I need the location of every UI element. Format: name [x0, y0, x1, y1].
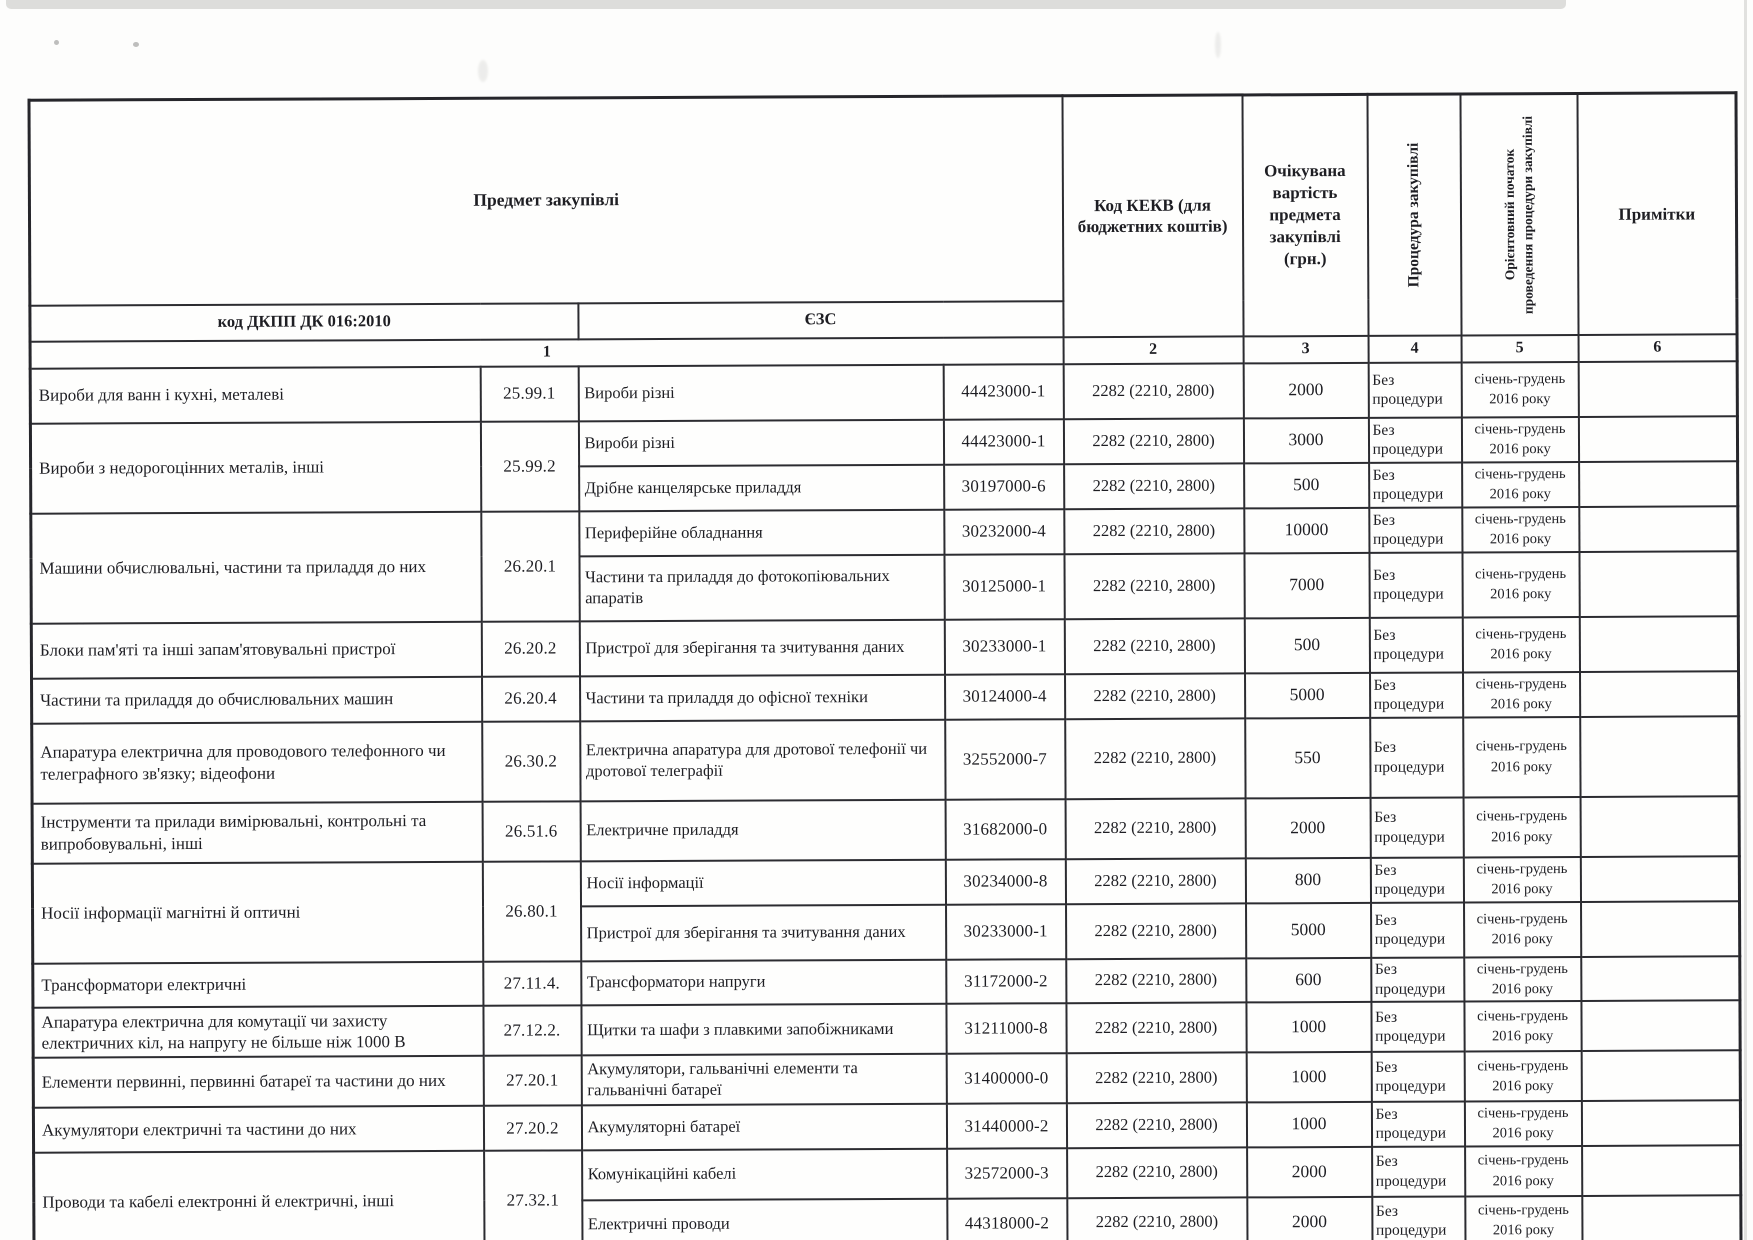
procedure-cell: Без процедури — [1368, 362, 1461, 417]
header-row-main — [29, 93, 1737, 305]
procedure-cell: Без процедури — [1369, 552, 1462, 617]
period-cell: січень-грудень 2016 року — [1464, 1051, 1581, 1102]
value-cell: 2000 — [1247, 1197, 1372, 1240]
ezs-code-cell: 31440000-2 — [946, 1103, 1066, 1148]
item-cell: Елементи первинні, первинні батареї та частини до них — [33, 1056, 483, 1108]
period-cell: січень-грудень 2016 року — [1465, 1146, 1582, 1197]
period-cell: січень-грудень 2016 року — [1461, 416, 1578, 462]
procedure-cell: Без процедури — [1370, 717, 1463, 797]
kekv-cell: 2282 (2210, 2800) — [1064, 463, 1244, 509]
note-cell — [1579, 616, 1738, 672]
header-start-date — [1460, 93, 1578, 335]
procurement-plan-table — [27, 91, 1742, 1240]
procedure-cell: Без процедури — [1372, 1146, 1465, 1196]
page-edge-shadow — [1744, 0, 1747, 1240]
note-cell — [1581, 956, 1740, 1001]
value-cell: 800 — [1245, 857, 1370, 903]
ezs-name-cell: Вироби різні — [578, 419, 943, 466]
scan-smudge — [1215, 32, 1221, 58]
period-cell: січень-грудень 2016 року — [1464, 1001, 1581, 1052]
ezs-code-cell: 31400000-0 — [946, 1053, 1066, 1104]
procedure-cell: Без процедури — [1371, 1052, 1464, 1102]
dkpp-code-cell: 26.20.2 — [481, 621, 579, 676]
note-cell — [1580, 671, 1739, 717]
table-row — [34, 1145, 1741, 1202]
ezs-code-cell: 30197000-6 — [944, 464, 1064, 510]
scanner-edge-artifact — [6, 0, 1566, 9]
ezs-name-cell: Носії інформації — [580, 859, 945, 906]
kekv-cell: 2282 (2210, 2800) — [1066, 1103, 1246, 1148]
period-cell: січень-грудень 2016 року — [1462, 461, 1579, 507]
procedure-cell: Без процедури — [1370, 797, 1463, 857]
period-cell: січень-грудень 2016 року — [1463, 716, 1580, 797]
kekv-cell: 2282 (2210, 2800) — [1066, 958, 1246, 1003]
ezs-name-cell: Електрична апаратура для дротової телефонії чи дротової телеграфії — [580, 719, 945, 801]
note-cell — [1581, 1000, 1740, 1051]
period-cell: січень-грудень 2016 року — [1464, 901, 1581, 957]
value-cell: 3000 — [1243, 417, 1368, 463]
procedure-cell: Без процедури — [1371, 957, 1464, 1002]
value-cell: 500 — [1244, 617, 1369, 673]
ezs-name-cell: Периферійне обладнання — [579, 509, 944, 556]
value-cell: 2000 — [1245, 797, 1370, 858]
dkpp-code-cell: 26.80.1 — [482, 861, 580, 961]
ezs-code-cell: 30233000-1 — [946, 904, 1066, 960]
procedure-cell: Без процедури — [1369, 462, 1462, 507]
note-cell — [1582, 1145, 1741, 1196]
period-cell: січень-грудень 2016 року — [1461, 361, 1578, 417]
scan-speck — [133, 42, 139, 47]
kekv-cell: 2282 (2210, 2800) — [1067, 1147, 1247, 1198]
kekv-cell: 2282 (2210, 2800) — [1064, 553, 1244, 619]
table-row — [33, 1050, 1740, 1107]
item-cell: Апаратура електрична для комутації чи захисту електричних кіл, на напругу не більше ніж 1000 В — [33, 1006, 483, 1058]
procedure-cell: Без процедури — [1371, 902, 1464, 957]
note-cell — [1581, 1050, 1740, 1101]
item-cell: Інструменти та прилади вимірювальні, контрольні та випробовувальні, інші — [32, 801, 482, 863]
value-cell: 10000 — [1244, 507, 1369, 553]
dkpp-code-cell: 27.11.4. — [483, 961, 581, 1006]
period-cell: січень-грудень 2016 року — [1465, 1196, 1582, 1240]
kekv-cell: 2282 (2210, 2800) — [1065, 673, 1245, 719]
item-cell: Частини та приладдя до обчислювальних машин — [32, 676, 482, 723]
table-row — [32, 856, 1739, 908]
header-notes: Примітки — [1577, 93, 1737, 335]
ezs-code-cell: 31682000-0 — [945, 799, 1065, 860]
header-subject: Предмет закупівлі — [29, 96, 1063, 306]
note-cell — [1580, 716, 1739, 797]
note-cell — [1582, 1195, 1741, 1240]
note-cell — [1581, 901, 1740, 957]
item-cell: Акумулятори електричні та частини до них — [33, 1106, 483, 1153]
scan-speck — [54, 40, 59, 45]
period-cell: січень-грудень 2016 року — [1463, 796, 1580, 857]
period-cell: січень-грудень 2016 року — [1463, 856, 1580, 902]
item-cell: Машини обчислювальні, частини та приладдя до них — [31, 511, 481, 623]
dkpp-code-cell: 27.20.1 — [483, 1055, 581, 1105]
header-procedure — [1367, 94, 1461, 335]
item-cell: Трансформатори електричні — [33, 961, 483, 1008]
dkpp-code-cell: 26.30.2 — [482, 721, 580, 801]
ezs-name-cell: Частини та приладдя до фотокопіювальних апаратів — [579, 554, 944, 621]
ezs-name-cell: Пристрої для зберігання та зчитування даних — [579, 619, 944, 676]
column-number: 5 — [1461, 334, 1578, 362]
dkpp-code-cell: 27.20.2 — [483, 1105, 581, 1150]
ezs-name-cell: Пристрої для зберігання та зчитування даних — [581, 904, 946, 961]
kekv-cell: 2282 (2210, 2800) — [1066, 903, 1246, 959]
column-number: 1 — [30, 337, 1063, 369]
header-kekv: Код КЕКВ (для бюджетних коштів) — [1062, 95, 1243, 337]
item-cell: Носії інформації магнітні й оптичні — [32, 861, 482, 963]
ezs-code-cell: 44423000-1 — [943, 419, 1063, 465]
ezs-code-cell: 30234000-8 — [945, 859, 1065, 905]
period-cell: січень-грудень 2016 року — [1462, 506, 1579, 552]
value-cell: 2000 — [1243, 362, 1368, 418]
item-cell: Проводи та кабелі електронні й електричні, інші — [34, 1150, 484, 1240]
dkpp-code-cell: 27.12.2. — [483, 1005, 581, 1055]
ezs-name-cell: Щитки та шафи з плавкими запобіжниками — [581, 1004, 946, 1056]
note-cell — [1580, 796, 1739, 857]
procedure-cell: Без процедури — [1371, 1002, 1464, 1052]
ezs-code-cell: 30124000-4 — [945, 674, 1065, 720]
value-cell: 2000 — [1247, 1147, 1372, 1198]
ezs-code-cell: 30232000-4 — [944, 509, 1064, 555]
header-start-vertical-text: Орієнтовний початок проведення процедури закупівлі — [1501, 115, 1536, 314]
item-cell: Вироби з недорогоцінних металів, інші — [30, 421, 480, 513]
ezs-code-cell: 31172000-2 — [946, 959, 1066, 1004]
note-cell — [1579, 506, 1738, 552]
table-row — [33, 956, 1740, 1008]
value-cell: 550 — [1245, 717, 1370, 798]
ezs-name-cell: Комунікаційні кабелі — [582, 1148, 947, 1200]
table-row — [32, 671, 1739, 723]
note-cell — [1578, 416, 1737, 462]
table-row — [33, 1100, 1740, 1152]
ezs-name-cell: Дрібне канцелярське приладдя — [579, 464, 944, 511]
kekv-cell: 2282 (2210, 2800) — [1064, 618, 1244, 674]
kekv-cell: 2282 (2210, 2800) — [1063, 418, 1243, 464]
procedure-cell: Без процедури — [1368, 417, 1461, 462]
table-row — [30, 361, 1737, 423]
kekv-cell: 2282 (2210, 2800) — [1065, 858, 1245, 904]
note-cell — [1579, 551, 1738, 617]
note-cell — [1581, 1100, 1740, 1145]
scan-smudge — [478, 60, 488, 82]
dkpp-code-cell: 25.99.1 — [480, 366, 578, 421]
period-cell: січень-грудень 2016 року — [1464, 956, 1581, 1001]
kekv-cell: 2282 (2210, 2800) — [1065, 798, 1245, 859]
ezs-name-cell: Електричні проводи — [582, 1198, 947, 1240]
header-dkpp-code: код ДКПП ДК 016:2010 — [30, 303, 578, 341]
ezs-name-cell: Трансформатори напруги — [581, 959, 946, 1005]
table-row — [33, 1000, 1740, 1057]
dkpp-code-cell: 26.51.6 — [482, 801, 580, 861]
value-cell: 500 — [1244, 462, 1369, 508]
value-cell: 1000 — [1246, 1002, 1371, 1053]
dkpp-code-cell: 27.32.1 — [484, 1150, 582, 1240]
value-cell: 1000 — [1246, 1052, 1371, 1103]
value-cell: 600 — [1246, 957, 1371, 1002]
procurement-table-wrapper — [27, 91, 1742, 1240]
period-cell: січень-грудень 2016 року — [1462, 551, 1579, 617]
header-procedure-vertical-text: Процедура закупівлі — [1404, 142, 1423, 288]
header-ezs: ЄЗС — [578, 301, 1063, 339]
ezs-code-cell: 32552000-7 — [945, 719, 1065, 800]
ezs-code-cell: 30125000-1 — [944, 554, 1064, 620]
header-expected-value: Очікувана вартість предмета закупівлі (грн.) — [1242, 94, 1368, 336]
kekv-cell: 2282 (2210, 2800) — [1067, 1197, 1247, 1240]
table-row — [31, 506, 1738, 558]
item-cell: Вироби для ванн і кухні, металеві — [30, 366, 480, 423]
dkpp-code-cell: 26.20.1 — [481, 511, 579, 621]
ezs-code-cell: 32572000-3 — [947, 1148, 1067, 1199]
kekv-cell: 2282 (2210, 2800) — [1066, 1053, 1246, 1104]
value-cell: 7000 — [1244, 552, 1369, 618]
dkpp-code-cell: 26.20.4 — [482, 676, 580, 721]
ezs-code-cell: 44423000-1 — [943, 364, 1063, 420]
dkpp-code-cell: 25.99.2 — [480, 421, 578, 511]
ezs-name-cell: Вироби різні — [578, 364, 943, 421]
procedure-cell: Без процедури — [1370, 857, 1463, 902]
value-cell: 5000 — [1246, 902, 1371, 958]
ezs-code-cell: 30233000-1 — [944, 619, 1064, 675]
kekv-cell: 2282 (2210, 2800) — [1066, 1003, 1246, 1054]
ezs-name-cell: Частини та приладдя до офісної техніки — [580, 674, 945, 721]
procedure-cell: Без процедури — [1369, 617, 1462, 672]
table-row — [30, 416, 1737, 468]
value-cell: 5000 — [1245, 672, 1370, 718]
ezs-name-cell: Акумуляторні батареї — [581, 1104, 946, 1150]
kekv-cell: 2282 (2210, 2800) — [1064, 508, 1244, 554]
column-number: 3 — [1243, 335, 1368, 363]
procedure-cell: Без процедури — [1369, 507, 1462, 552]
ezs-name-cell: Електричне приладдя — [580, 799, 945, 861]
column-number: 2 — [1063, 336, 1243, 364]
value-cell: 1000 — [1246, 1102, 1371, 1147]
note-cell — [1580, 856, 1739, 902]
note-cell — [1579, 461, 1738, 507]
procedure-cell: Без процедури — [1370, 672, 1463, 717]
note-cell — [1578, 361, 1737, 417]
column-number: 4 — [1368, 335, 1461, 362]
item-cell: Блоки пам'яті та інші запам'ятовувальні пристрої — [31, 621, 481, 678]
table-row — [31, 616, 1738, 678]
table-row — [32, 796, 1739, 863]
procedure-cell: Без процедури — [1371, 1102, 1464, 1147]
period-cell: січень-грудень 2016 року — [1464, 1101, 1581, 1146]
item-cell: Апаратура електрична для проводового телефонного чи телеграфного зв'язку; відеофони — [32, 721, 482, 803]
period-cell: січень-грудень 2016 року — [1463, 671, 1580, 717]
period-cell: січень-грудень 2016 року — [1462, 616, 1579, 672]
procedure-cell: Без процедури — [1372, 1196, 1465, 1240]
kekv-cell: 2282 (2210, 2800) — [1063, 363, 1243, 419]
ezs-name-cell: Акумулятори, гальванічні елементи та гальванічні батареї — [581, 1054, 946, 1106]
column-number: 6 — [1578, 334, 1737, 362]
kekv-cell: 2282 (2210, 2800) — [1065, 718, 1245, 799]
ezs-code-cell: 31211000-8 — [946, 1003, 1066, 1054]
table-row — [32, 716, 1739, 803]
ezs-code-cell: 44318000-2 — [947, 1198, 1067, 1240]
